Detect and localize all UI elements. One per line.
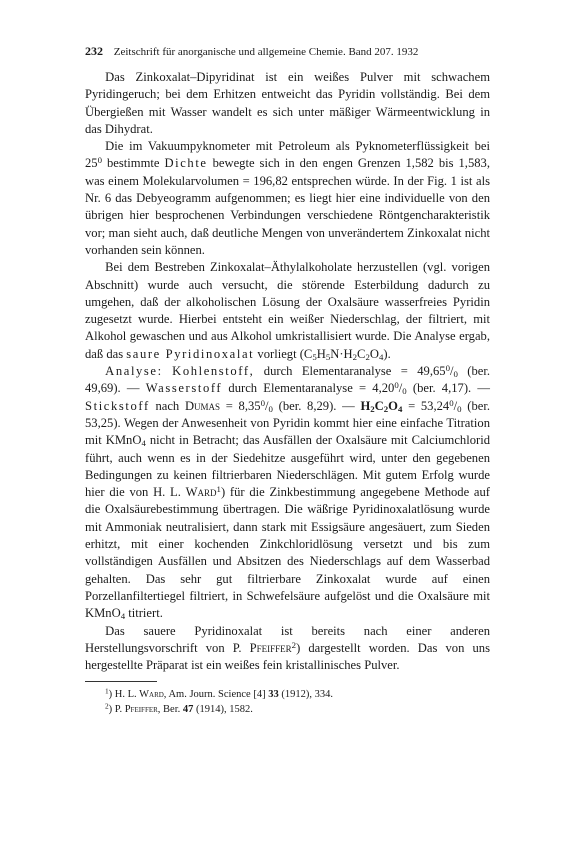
formula-part: H [360,398,371,413]
footnote-volume: 47 [182,704,194,716]
percent-sup: 0 [260,397,266,408]
paragraph-5-text-a: Das sauere Pyridinoxalat ist bereits nach einer anderen Herstellungsvorschrift von P. [85,623,490,655]
paragraph-4-text: durch Elementaranalyse = 4,20 [222,381,395,396]
footnote-1: $^1$) H. L. Ward, Am. Journ. Science [4] 33 (1912), 334. [105,687,333,701]
formula-subscript: 2 [370,403,375,414]
paragraph-3 [85,259,490,363]
percent-slash: / [265,398,269,413]
footnote-text: (1912), 334. [278,689,333,701]
kohlenstoff-label: Kohlenstoff, [172,364,255,379]
percent-slash: / [398,381,403,396]
formula-subscript: 5 [325,351,331,362]
footnote-text: , Am. Journ. Science [4] [163,689,269,701]
paragraph-4-text: nicht in Betracht; das Ausfällen der Oxalsäure mit Calciumchlorid führt, auch wenn es in der Siedehitze ausgeführt wird, unter den gegebenen Bedingungen zu keinen filtrierbaren Niederschlägen. Mit gutem Erfolg wurde hier die von H. L. [85,433,490,500]
percent-sub: 0 [457,403,462,414]
formula-part: ). [383,346,391,361]
paragraph-2-text-a: Die im Vakuumpyknometer mit Petroleum als Pyknometerflüssigkeit bei 25 [85,139,490,171]
formula-subscript: 2 [383,403,389,414]
paragraph-1-text: Das Zinkoxalat–Dipyridinat ist ein weißes Pulver mit schwachem Pyridingeruch; bei dem Erhitzen entweicht das Pyridin vollständig. Bei dem Übergießen mit Wasser wandelt es sich unter mäßiger Wärmeentwicklung in das Dihydrat. [85,70,490,136]
formula-part: H [316,346,326,361]
footnote-author: P. Pfeiffer [114,704,158,716]
formula-part: N·H [330,346,353,361]
formula-part: O [388,398,398,413]
paragraph-2-text-c: bewegte sich in den engen Grenzen 1,582 bis 1,583, was einem Molekularvolumen = 196,82 entsprechen würde. In der Fig. 1 ist als Nr. 6 das Debyeogramm aufgenommen; es liegt hier eine individuelle von den übrigen hier besprochenen Verbindungen verschiedene Röntgencharakteristik vor; man sieht auch, daß deutliche Mengen von unverändertem Zinkoxalat nicht vorhanden sein können. [85,156,490,257]
paragraph-4-text: nach [149,398,185,413]
dichte-emphasis: Dichte [164,156,208,171]
oxalic-acid-formula [360,399,402,413]
page-number: 232 [85,44,103,58]
pfeiffer-name: Pfeiffer [249,640,292,655]
footnote-divider [85,681,157,682]
footnote-author: H. L. Ward [114,689,164,701]
formula-part: C [374,398,384,413]
running-header [85,44,490,59]
percent-sup: 0 [394,380,399,391]
footnote-volume: 33 [268,689,279,701]
paragraph-5 [85,623,490,675]
formula-subscript: 2 [365,351,370,362]
formula-subscript: 4 [120,611,126,622]
article-body [85,69,490,717]
degree-mark: 0 [97,155,102,166]
formula-subscript: 4 [378,351,384,362]
footnote-text: (1914), 1582. [193,704,253,716]
percent-sup: 0 [445,363,450,374]
paragraph-4-text: (ber. 8,29). — [272,398,361,413]
ward-name: Ward [185,485,217,500]
footnote-mark: 2 [105,702,109,712]
percent-sub: 0 [268,403,273,414]
percent-slash: / [449,364,454,379]
formula-subscript: 2 [352,351,358,362]
formula-part: vorliegt (C [254,346,313,361]
analyse-label: Analyse: [105,364,163,379]
paragraph-4 [85,363,490,622]
paragraph-4-text: (ber. 4,17). — [406,381,490,396]
wasserstoff-label: Wasserstoff [145,381,223,396]
stickstoff-label: Stickstoff [85,398,150,413]
paragraph-4-text: = 53,24 [402,398,450,413]
paragraph-5-text-b: ) dargestellt worden. Das von uns hergestellte Präparat ist ein weißes fein kristallinisches Pulver. [85,640,490,673]
percent-sub: 0 [402,386,407,397]
saure-pyridinoxalat-emphasis: saure Pyridinoxalat [126,346,255,361]
formula-subscript: 4 [141,438,146,449]
paragraph-2 [85,138,490,259]
dumas-name: Dumas [184,398,221,413]
formula-subscript: 4 [397,403,403,414]
footnote-ref-2: 2 [291,639,297,650]
paragraph-4-text: titriert. [125,606,163,621]
paragraph-3-text-a: Bei dem Bestreben Zinkoxalat–Äthylalkoholate herzustellen (vgl. vorigen Abschnitt) wurde auch versucht, die störende Esterbildung dadurch zu umgehen, daß der alkoholischen Lösung der Oxalsäure wasserfreies Pyridin zugesetzt wurde. Hierbei entsteht ein weißer Niederschlag, der filtriert, mit Alkohol gewaschen und aus Alkohol umkristallisiert wurde. Die Analyse ergab, daß das [85,260,490,361]
running-title: Zeitschrift für anorganische und allgemeine Chemie. Band 207. 1932 [113,46,419,58]
formula-part: C [357,346,366,361]
formula-subscript: 5 [312,351,317,362]
footnote-ref-1: 1 [216,484,221,495]
paragraph-2-text-b: bestimmte [102,156,165,171]
paragraph-4-text: ) für die Zinkbestimmung angegebene Methode auf die Oxalsäurebestimmung übertragen. Die wäßrige Pyridinoxalatlösung wurde mit Ammoniak neutralisiert, dann stark mit Essigsäure angesäuert, zum Sieden erhitzt, mit einer kochenden Zinkchloridlösung versetzt und bis zum vollständigen Ausfällen und Absitzen des Niederschlags auf dem Wasserbad gehalten. Das sehr gut filtrierbare Zinkoxalat wurde auf einen Porzellanfiltertiegel filtriert, in Schwefelsäure aufgelöst und die Oxalsäure mit KMnO [85,485,490,621]
footnote-text: , Ber. [157,704,183,716]
paragraph-4-text: (ber. 49,69). — [85,364,490,396]
footnote-mark: 1 [105,687,109,697]
percent-slash: / [453,398,458,413]
formula-part: O [369,346,379,361]
percent-sup: 0 [449,397,454,408]
paragraph-1 [85,69,490,138]
paragraph-4-text: = 8,35 [220,398,261,413]
paragraph-4-text: (ber. 53,25). Wegen der Anwesenheit von Pyridin kommt hier eine einfache Titration mit KMnO [85,398,490,448]
percent-sub: 0 [453,369,458,380]
footnote-2: $^2$) P. Pfeiffer, Ber. 47 (1914), 1582. [105,702,253,716]
paragraph-4-text: durch Elementaranalyse = 49,65 [254,364,446,379]
